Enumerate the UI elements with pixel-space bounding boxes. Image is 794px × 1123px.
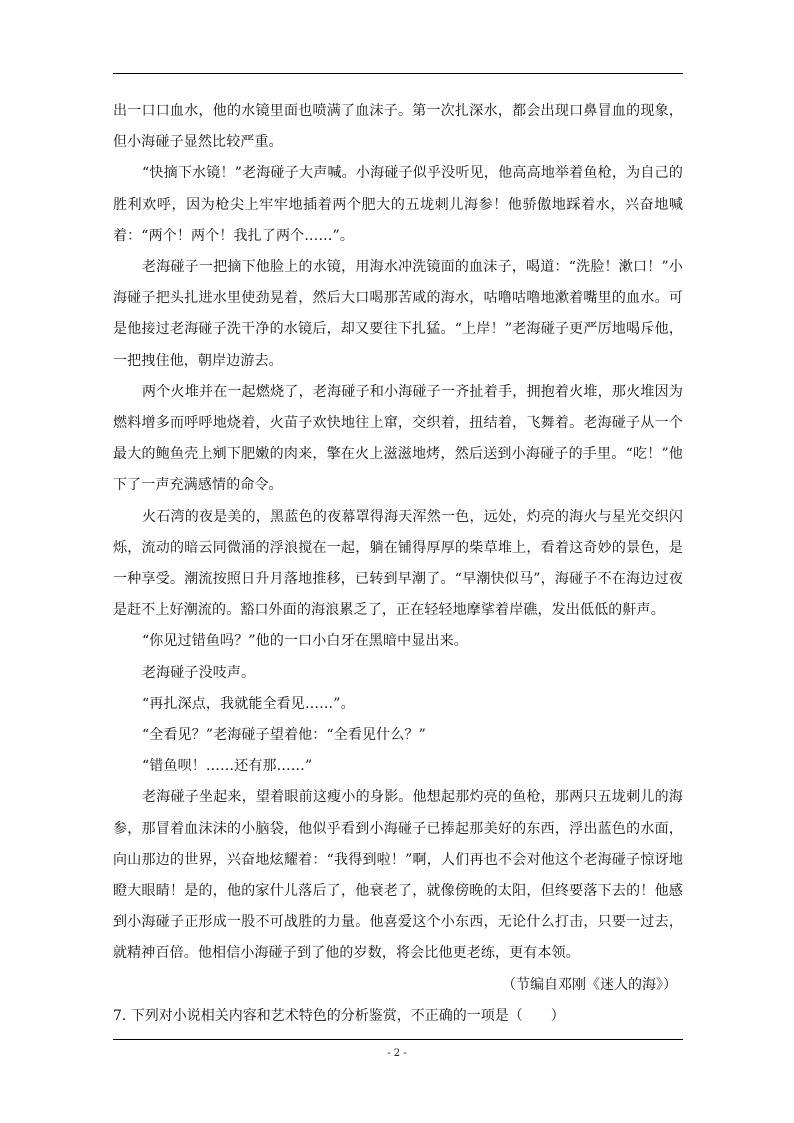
paragraph-8: “再扎深点，我就能全看见……”。	[142, 695, 355, 712]
header-rule	[113, 73, 683, 74]
question-7: 7. 下列对小说相关内容和艺术特色的分析鉴赏，不正确的一项是（ ）	[113, 1007, 565, 1024]
page-content	[113, 96, 683, 1032]
paragraph-9: “全看见？”老海碰子望着他：“全看见什么？”	[142, 727, 426, 744]
paragraph-2: “快摘下水镜！”老海碰子大声喊。小海碰子似乎没听见，他高高地举着鱼枪，为自己的胜利欢呼，因为枪尖上牢牢地插着两个肥大的五垅刺儿海参！他骄傲地踩着水，兴奋地喊着：“两个！两个！我扎了两个……”。	[113, 165, 683, 244]
paragraph-1: 出一口口血水，他的水镜里面也喷满了血沫子。第一次扎深水，都会出现口鼻冒血的现象，但小海碰子显然比较严重。	[113, 103, 683, 151]
page-number: - 2 -	[387, 1048, 407, 1059]
paragraph-10: “错鱼呗！……还有那……”	[142, 758, 313, 775]
footer-rule	[113, 1039, 683, 1040]
source-citation: （节编自邓刚《迷人的海》）	[502, 976, 677, 993]
paragraph-4: 两个火堆并在一起燃烧了，老海碰子和小海碰子一齐扯着手，拥抱着火堆，那火堆因为燃料增多而呼呼地烧着，火苗子欢快地往上窜，交织着，扭结着，飞舞着。老海碰子从一个最大的鲍鱼壳上剜下肥嫩的肉来，擎在火上滋滋地烤，然后送到小海碰子的手里。“吃！”他下了一声充满感情的命令。	[113, 383, 683, 494]
paragraph-11: 老海碰子坐起来，望着眼前这瘦小的身影。他想起那灼亮的鱼枪，那两只五垅刺儿的海参，那冒着血沫沫的小脑袋，他似乎看到小海碰子已捧起那美好的东西，浮出蓝色的水面，向山那边的世界，兴奋地炫耀着：“我得到啦！”啊，人们再也不会对他这个老海碰子惊讶地瞪大眼睛！是的，他的家什儿落后了，他衰老了，就像傍晚的太阳，但终要落下去的！他感到小海碰子正形成一股不可战胜的力量。他喜爱这个小东西，无论什么打击，只要一过去，就精神百倍。他相信小海碰子到了他的岁数，将会比他更老练，更有本领。	[113, 789, 683, 962]
paragraph-5: 火石湾的夜是美的，黑蓝色的夜幕罩得海天浑然一色，远处，灼亮的海火与星光交织闪烁，流动的暗云同微涌的浮浪搅在一起，躺在铺得厚厚的柴草堆上，看着这奇妙的景色，是一种享受。潮流按照日升月落地推移，已转到早潮了。“早潮快似马”，海碰子不在海边过夜是赶不上好潮流的。豁口外面的海浪累乏了，正在轻轻地摩挲着岸礁，发出低低的鼾声。	[113, 508, 683, 619]
paragraph-3: 老海碰子一把摘下他脸上的水镜，用海水冲洗镜面的血沫子，喝道：“洗脸！漱口！”小海碰子把头扎进水里使劲晃着，然后大口喝那苦咸的海水，咕噜咕噜地漱着嘴里的血水。可是他接过老海碰子洗干净的水镜后，却又要往下扎猛。“上岸！”老海碰子更严厉地喝斥他，一把拽住他，朝岸边游去。	[113, 259, 683, 369]
paragraph-7: 老海碰子没吱声。	[142, 664, 256, 681]
paragraph-6: “你见过错鱼吗？”他的一口小白牙在黑暗中显出来。	[142, 633, 468, 650]
